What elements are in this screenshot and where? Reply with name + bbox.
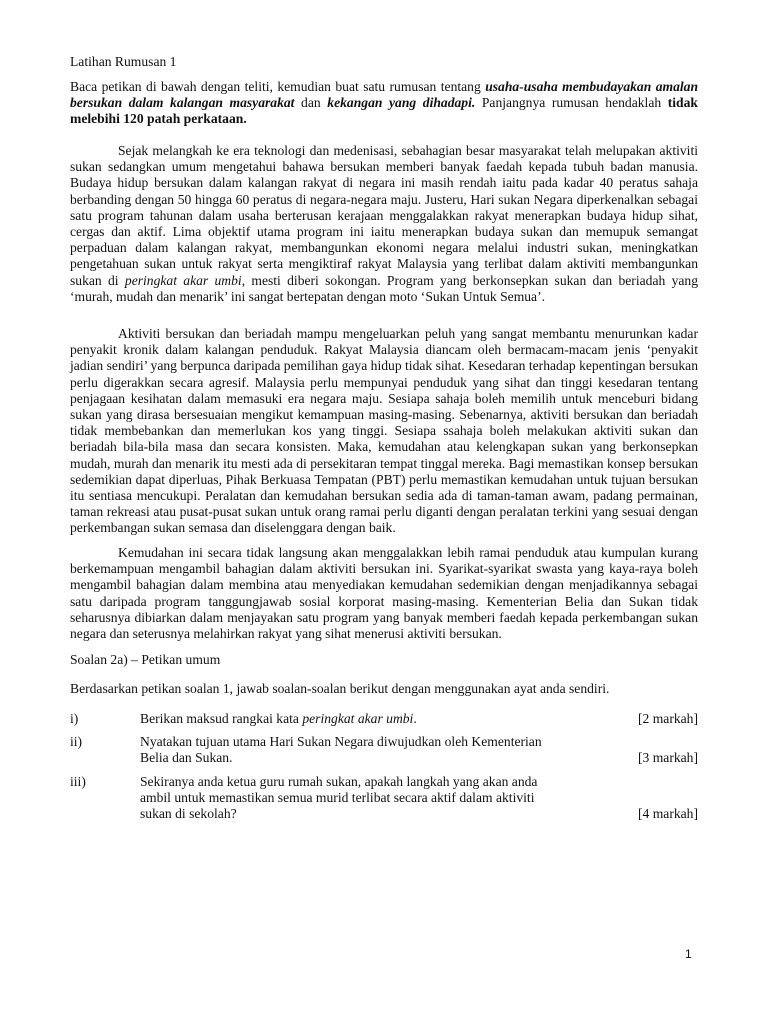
question-item — [70, 734, 698, 766]
question-number: i) — [70, 711, 79, 726]
passage-text: Kemudahan ini secara tidak langsung akan menggalakkan lebih ramai penduduk atau kumpulan kurang berkemampuan mengambil bahagian dalam aktiviti bersukan ini. Syarikat-syarikat swasta yang kaya-raya boleh mengambil bahagian dalam membina atau menyediakan kemudahan sedemikian dengan menjadikannya sebagai satu daripada program tanggungjawab sosial korporat masing-masing. Kementerian Belia dan Sukan tidak seharusnya dibiarkan dalam menjayakan satu program yang banyak memberi faedah kepada perkembangan sukan negara dan seterusnya melahirkan rakyat yang sihat menerusi aktiviti bersukan. — [70, 545, 698, 642]
intro-text: dan — [294, 95, 328, 111]
intro-focus-2: kekangan yang dihadapi. — [327, 95, 476, 111]
question-item — [70, 774, 698, 823]
question-heading: Soalan 2a) – Petikan umum — [70, 652, 221, 667]
question-text: Nyatakan tujuan utama Hari Sukan Negara diwujudkan oleh Kementerian Belia dan Sukan. — [140, 734, 542, 766]
page-title: Latihan Rumusan 1 — [70, 54, 177, 69]
marks-label: [3 markah] — [637, 750, 698, 766]
intro-text: Panjangnya rumusan hendaklah — [475, 95, 668, 111]
passage-text: Sejak melangkah ke era teknologi dan medenisasi, sebahagian besar masyarakat telah melupakan aktiviti sukan sedangkan umum mengetahui bahawa bersukan memberi banyak faedah kepada tubuh badan manusia. Budaya hidup bersukan dalam kalangan rakyat di negara ini masih rendah iaitu pada kadar 40 peratus sahaja berbanding dengan 50 hingga 60 peratus di negara-negara maju. Justeru, Hari sukan Negara diperkenalkan sebagai satu program tahunan dalam usaha berterusan kerajaan menggalakkan rakyat menerapkan budaya hidup sihat, cergas dan aktif. Lima objektif utama program ini iaitu menerapkan budaya sukan dan memupuk semangat perpaduan dalam kalangan rakyat, membangunkan ekonomi negara melalui industri sukan, meningkatkan pengetahuan sukan untuk rakyat serta mengiktiraf rakyat Malaysia yang terlibat dalam aktiviti membangunkan sukan di — [70, 143, 698, 288]
marks-label: [2 markah] — [637, 711, 698, 726]
question-instruction: Berdasarkan petikan soalan 1, jawab soalan-soalan berikut dengan menggunakan ayat anda sendiri. — [70, 681, 610, 696]
question-text-part: Berikan maksud rangkai kata — [140, 711, 303, 726]
question-number: iii) — [70, 773, 86, 789]
question-italic: peringkat akar umbi — [302, 711, 414, 726]
intro-focus-1: usaha-usaha membudayakan amalan bersukan dalam kalangan masyarakat — [70, 79, 699, 111]
question-text-part: . — [413, 711, 417, 726]
word-limit: tidak melebihi 120 patah perkataan. — [70, 95, 698, 127]
question-list — [70, 711, 698, 829]
question-text — [140, 711, 560, 727]
passage-text: , mesti diberi sokongan. Program yang berkonsepkan sukan dan beriadah yang ‘murah, mudah dan menarik’ ini sangat bertepatan dengan moto ‘Sukan Untuk Semua’. — [70, 272, 698, 304]
passage-paragraph-3 — [70, 545, 698, 642]
intro-text: Baca petikan di bawah dengan teliti, kemudian buat satu rumusan tentang — [70, 79, 486, 94]
passage-text: Aktiviti bersukan dan beriadah mampu mengeluarkan peluh yang sangat membantu menurunkan kadar penyakit kronik dalam kalangan penduduk. Rakyat Malaysia diancam oleh bermacam-macam jenis ‘penyakit jadian sendiri’ yang berpunca daripada pemilihan gaya hidup tidak sihat. Kesedaran terhadap kepentingan bersukan perlu digerakkan secara agresif. Malaysia perlu mempunyai penduduk yang sihat dan tinggi kesedaran tentang penjagaan kesihatan dalam memasuki era negara maju. Sesiapa sahaja boleh memilih untuk menceburi bidang sukan yang dirasa bersesuaian mengikut kemampuan masing-masing. Sebenarnya, aktiviti bersukan dan beriadah tidak membebankan dan memerlukan kos yang tinggi. Sesiapa ssahaja boleh melakukan aktiviti sukan dan beriadah bila-bila masa dan secara konsisten. Maka, kemudahan atau kelengkapan sukan yang berkonsepkan mudah, murah dan menarik itu mesti ada di persekitaran tempat tinggal mereka. Bagi memastikan konsep bersukan sedemikian dapat diperluas, Pihak Berkuasa Tempatan (PBT) perlu memastikan kemudahan untuk tujuan bersukan itu sentiasa mencukupi. Peralatan dan kemudahan bersukan sedia ada di taman-taman awam, padang permainan, taman rekreasi atau pusat-pusat sukan untuk orang ramai perlu diganti dengan peralatan terkini yang sesuai dengan perkembangan sukan semasa dan diselenggara dengan baik. — [70, 326, 698, 536]
question-number: ii) — [70, 734, 83, 750]
question-item — [70, 711, 698, 727]
question-text: Sekiranya anda ketua guru rumah sukan, apakah langkah yang akan anda ambil untuk memastikan semua murid terlibat secara aktif dalam aktiviti sukan di sekolah? — [140, 773, 538, 822]
passage-italic: peringkat akar umbi — [124, 272, 242, 288]
instruction-paragraph — [70, 79, 698, 128]
passage-paragraph-1 — [70, 143, 698, 305]
page-number: 1 — [685, 947, 692, 961]
marks-label: [4 markah] — [637, 806, 698, 822]
passage-paragraph-2 — [70, 326, 698, 537]
